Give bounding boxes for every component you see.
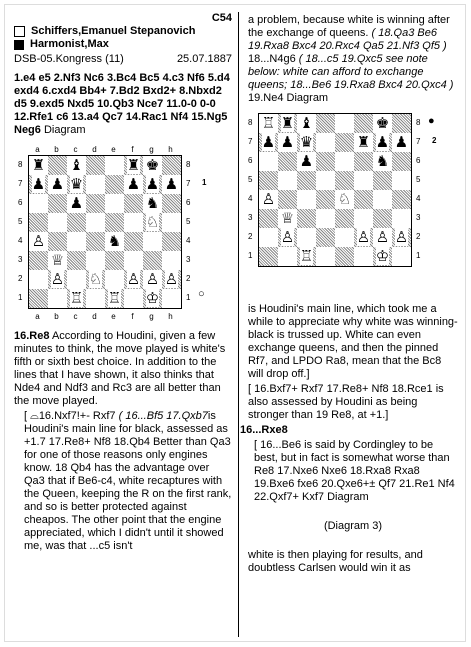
coordinate-label: c (73, 145, 78, 154)
move-16-rxe8: 16...Rxe8 (240, 424, 288, 436)
board-square (335, 209, 354, 228)
board-square (259, 209, 278, 228)
coordinate-label: 1 (186, 293, 191, 302)
board-square (48, 213, 67, 232)
chess-piece: ♖ (69, 289, 84, 307)
coordinate-label: e (111, 312, 116, 321)
ranks-left (248, 113, 252, 265)
board-square (278, 171, 297, 190)
ranks-right (416, 113, 420, 265)
coordinate-label: 6 (18, 198, 23, 207)
side-to-move-icon: ○ (198, 288, 205, 300)
variation-assessment: is Houdini's main line for black, assessed as +1.7 (24, 410, 228, 448)
diagram-label: Diagram (43, 124, 86, 136)
board-square (354, 209, 373, 228)
chess-piece: ♞ (145, 194, 160, 212)
board-square (278, 209, 297, 228)
board-square (143, 232, 162, 251)
board-square (373, 228, 392, 247)
board-square (392, 209, 411, 228)
side-to-move-icon: ● (428, 115, 435, 127)
coordinate-label: 3 (186, 255, 191, 264)
coordinate-label: 5 (186, 217, 191, 226)
chess-piece: ♞ (375, 152, 390, 170)
board-square (67, 270, 86, 289)
coordinate-label: b (54, 312, 59, 321)
chessboard (258, 113, 412, 267)
board-square (297, 152, 316, 171)
board-square (354, 171, 373, 190)
chess-piece: ♜ (280, 114, 295, 132)
board-square (297, 228, 316, 247)
board-square (67, 213, 86, 232)
board-square (278, 114, 297, 133)
coordinate-label: 4 (248, 194, 253, 203)
board-square (354, 133, 373, 152)
board-square (124, 289, 143, 308)
coordinate-label: 2 (416, 232, 421, 241)
note-16-text: According to Houdini, given a few minutes to think, the move played is white's fifth or sixth best choice. In addition to the lines that I have shown, it also thinks that Nde4 and Ndf3 and Rc3 are all better than the move played. (14, 330, 226, 407)
chess-piece: ♙ (356, 228, 371, 246)
board-square (392, 133, 411, 152)
board-square (335, 171, 354, 190)
board-square (373, 190, 392, 209)
black-player-name: Harmonist,Max (30, 38, 109, 50)
chess-piece: ♟ (126, 175, 141, 193)
board-square (48, 194, 67, 213)
chess-piece: ♙ (126, 270, 141, 288)
coordinate-label: 8 (248, 118, 253, 127)
board-square (67, 232, 86, 251)
board-square (354, 228, 373, 247)
board-square (86, 289, 105, 308)
chessboard (28, 155, 182, 309)
board-square (162, 194, 181, 213)
chess-piece: ♙ (394, 228, 409, 246)
right-p1b: ( 18.Qa3 Be6 19.Rxa8 Bxc4 20.Rxc4 Qa5 21.Nf3 Qf5 ) (248, 27, 447, 52)
coordinate-label: 7 (248, 137, 253, 146)
board-square (162, 251, 181, 270)
board-square (162, 175, 181, 194)
column-divider (238, 12, 239, 637)
move-16-re8: 16.Re8 (14, 330, 50, 342)
chess-piece: ♝ (299, 114, 314, 132)
board-square (373, 171, 392, 190)
chess-piece: ♖ (299, 247, 314, 265)
board-square (124, 232, 143, 251)
coordinate-label: h (168, 312, 173, 321)
coordinate-label: 8 (18, 160, 23, 169)
board-square (143, 251, 162, 270)
coordinate-label: 4 (186, 236, 191, 245)
coordinate-label: 7 (18, 179, 23, 188)
board-square (105, 213, 124, 232)
board-square (373, 209, 392, 228)
board-square (354, 152, 373, 171)
diagram-3-caption: (Diagram 3) (323, 520, 383, 532)
coordinate-label: 7 (416, 137, 421, 146)
chess-piece: ♔ (375, 247, 390, 265)
board-square (105, 270, 124, 289)
board-square (143, 175, 162, 194)
chess-piece: ♟ (69, 194, 84, 212)
board-square (335, 152, 354, 171)
board-square (373, 114, 392, 133)
board-square (278, 190, 297, 209)
coordinate-label: 4 (416, 194, 421, 203)
board-square (143, 213, 162, 232)
board-square (105, 232, 124, 251)
board-square (316, 209, 335, 228)
right-column (240, 12, 458, 575)
eco-code: C54 (211, 12, 232, 24)
chess-piece: ♟ (299, 152, 314, 170)
board-square (105, 194, 124, 213)
board-square (297, 133, 316, 152)
board-square (48, 251, 67, 270)
chess-piece: ♘ (145, 213, 160, 231)
coordinate-label: 2 (186, 274, 191, 283)
board-square (259, 228, 278, 247)
board-square (162, 232, 181, 251)
board-square (143, 156, 162, 175)
coordinate-label: h (168, 145, 173, 154)
coordinate-label: g (149, 312, 154, 321)
board-square (143, 194, 162, 213)
ranks-left (18, 155, 22, 307)
chess-piece: ♜ (126, 156, 141, 174)
board-square (105, 289, 124, 308)
board-square (143, 289, 162, 308)
coordinate-label: a (35, 145, 40, 154)
board-square (259, 171, 278, 190)
coordinate-label: 8 (186, 160, 191, 169)
board-square (297, 114, 316, 133)
board-square (162, 156, 181, 175)
coordinate-label: d (92, 312, 97, 321)
white-player-name: Schiffers,Emanuel Stepanovich (31, 25, 196, 37)
chess-piece: ♟ (164, 175, 179, 193)
board-square (86, 194, 105, 213)
coordinate-label: 3 (18, 255, 23, 264)
board-square (373, 133, 392, 152)
chess-piece: ♙ (261, 190, 276, 208)
chess-piece: ♚ (375, 114, 390, 132)
right-p1d: ( 18...c5 19.Qxc5 see note below: white can afford to exchange queens (248, 53, 428, 91)
board-square (297, 190, 316, 209)
chess-piece: ♟ (31, 175, 46, 193)
coordinate-label: 5 (18, 217, 23, 226)
right-p1f: 19.Ne4 Diagram (248, 92, 329, 104)
chess-piece: ♘ (88, 270, 103, 288)
board-square (105, 251, 124, 270)
coordinate-label: 1 (248, 251, 253, 260)
diagram-number: 2 (432, 136, 437, 145)
board-square (316, 171, 335, 190)
board-square (392, 171, 411, 190)
board-square (48, 270, 67, 289)
board-square (392, 114, 411, 133)
chess-piece: ♚ (145, 156, 160, 174)
board-square (373, 152, 392, 171)
board-square (316, 190, 335, 209)
coordinate-label: 8 (416, 118, 421, 127)
chess-piece: ♘ (337, 190, 352, 208)
black-player (14, 38, 232, 51)
board-square (86, 232, 105, 251)
coordinate-label: d (92, 145, 97, 154)
board-square (259, 133, 278, 152)
chess-piece: ♙ (145, 270, 160, 288)
diagram-1 (14, 143, 232, 328)
board-square (124, 270, 143, 289)
chess-piece: ♟ (280, 133, 295, 151)
variation-start: [ ⌓16.Nxf7!+- Rxf7 (24, 410, 119, 422)
board-square (278, 247, 297, 266)
board-square (29, 251, 48, 270)
coordinate-label: 5 (248, 175, 253, 184)
chess-piece: ♟ (261, 133, 276, 151)
chess-piece: ♜ (31, 156, 46, 174)
note-16-re8 (14, 330, 232, 408)
game-moves (14, 72, 232, 137)
chess-piece: ♟ (50, 175, 65, 193)
board-square (86, 251, 105, 270)
right-note-5: white is then playing for results, and doubtless Carlsen would win it as (248, 549, 423, 574)
board-square (124, 213, 143, 232)
chess-piece: ♛ (69, 175, 84, 193)
files-bottom (28, 310, 180, 323)
board-square (86, 213, 105, 232)
board-square (29, 232, 48, 251)
right-p1c: 18...N4g6 (248, 53, 299, 65)
right-note-2: is Houdini's main line, which took me a while to appreciate why white was winning- black is trussed up. White can even exchange queens, and then the pinned Rf7, and LPDO Ra8, mean that the Bc8 will drop off.] (248, 303, 458, 380)
board-square (29, 289, 48, 308)
board-square (316, 228, 335, 247)
chess-piece: ♜ (356, 133, 371, 151)
board-square (335, 114, 354, 133)
board-square (297, 171, 316, 190)
board-square (259, 114, 278, 133)
board-square (105, 175, 124, 194)
board-square (67, 194, 86, 213)
board-square (316, 152, 335, 171)
board-square (373, 247, 392, 266)
chess-piece: ♟ (394, 133, 409, 151)
board-square (354, 114, 373, 133)
board-square (259, 247, 278, 266)
board-square (392, 190, 411, 209)
coordinate-label: 6 (416, 156, 421, 165)
chess-piece: ♙ (280, 228, 295, 246)
board-square (316, 133, 335, 152)
coordinate-label: 6 (248, 156, 253, 165)
board-square (297, 247, 316, 266)
board-square (67, 251, 86, 270)
board-square (48, 289, 67, 308)
coordinate-label: c (73, 312, 78, 321)
chess-piece: ♝ (69, 156, 84, 174)
board-square (392, 228, 411, 247)
board-square (29, 270, 48, 289)
board-square (335, 228, 354, 247)
diagram-number: 1 (202, 178, 207, 187)
chess-piece: ♟ (375, 133, 390, 151)
coordinate-label: 2 (18, 274, 23, 283)
right-p1a: a problem, because white is winning after the exchange of queens. (248, 14, 450, 39)
board-square (143, 270, 162, 289)
board-square (48, 175, 67, 194)
coordinate-label: f (131, 312, 134, 321)
coordinate-label: 5 (416, 175, 421, 184)
board-square (86, 175, 105, 194)
variation-continuation: 17.Re8+ Nf8 18.Qb4 Better than Qa3 for one of those reasons only engines know. 18 Qb4 has the advantage over Qa3 that if Be6-c4, white recaptures with the Queen, keeping the R on the first rank, and so is better protected against cheapos. The other point that the engine appreciated, which I didn't until it showed me, was that ...c5 isn't (24, 436, 232, 552)
coordinate-label: 2 (248, 232, 253, 241)
black-square-icon (14, 40, 24, 50)
white-player (14, 25, 232, 38)
chess-piece: ♔ (145, 289, 160, 307)
board-square (124, 194, 143, 213)
variation-nxf7 (14, 410, 232, 553)
chess-piece: ♛ (299, 133, 314, 151)
board-square (392, 247, 411, 266)
board-square (316, 114, 335, 133)
board-square (392, 152, 411, 171)
chess-piece: ♙ (31, 232, 46, 250)
board-square (278, 133, 297, 152)
coordinate-label: 4 (18, 236, 23, 245)
event-date: 25.07.1887 (176, 53, 232, 65)
chess-piece: ♖ (107, 289, 122, 307)
board-square (354, 190, 373, 209)
chess-piece: ♖ (261, 114, 276, 132)
board-square (86, 270, 105, 289)
board-square (67, 175, 86, 194)
chess-piece: ♕ (50, 251, 65, 269)
ranks-right (186, 155, 190, 307)
coordinate-label: 3 (416, 213, 421, 222)
board-square (278, 152, 297, 171)
board-square (278, 228, 297, 247)
chess-piece: ♙ (375, 228, 390, 246)
board-square (29, 213, 48, 232)
chess-piece: ♕ (280, 209, 295, 227)
board-square (297, 209, 316, 228)
chess-piece: ♙ (50, 270, 65, 288)
board-square (162, 289, 181, 308)
board-square (29, 175, 48, 194)
coordinate-label: b (54, 145, 59, 154)
board-square (105, 156, 124, 175)
board-square (335, 247, 354, 266)
coordinate-label: 7 (186, 179, 191, 188)
right-note-4: [ 16...Be6 is said by Cordingley to be best, but in fact is somewhat worse than Re8 17.Nxe6 Nxe6 18.Rxa8 Rxa8 19.Bxe6 fxe6 20.Qxe6+± Qf7 21.Re1 Nf4 22.Qxf7+ Kxf7 Diagram (254, 439, 455, 503)
coordinate-label: 1 (18, 293, 23, 302)
board-square (354, 247, 373, 266)
board-square (162, 270, 181, 289)
event-name: DSB-05.Kongress (11) (14, 53, 124, 65)
coordinate-label: e (111, 145, 116, 154)
board-square (335, 190, 354, 209)
coordinate-label: 6 (186, 198, 191, 207)
white-square-icon (14, 26, 25, 37)
moves-text: 1.e4 e5 2.Nf3 Nc6 3.Bc4 Bc5 4.c3 Nf6 5.d4 exd4 6.cxd4 Bb4+ 7.Bd2 Bxd2+ 8.Nbxd2 d5 9.exd5 Nxd5 10.Qb3 Nce7 11.0-0 0-0 12.Rfe1 c6 13.a4 Qc7 14.Rac1 Nf4 15.Ng5 Neg6 (14, 72, 230, 136)
chess-piece: ♟ (145, 175, 160, 193)
coordinate-label: g (149, 145, 154, 154)
coordinate-label: 3 (248, 213, 253, 222)
board-square (29, 194, 48, 213)
coordinate-label: 1 (416, 251, 421, 260)
board-square (67, 289, 86, 308)
diagram-2 (248, 111, 458, 301)
event-line (14, 53, 232, 66)
right-p1e: ; 18...Be6 19.Rxa8 Bxc4 20.Qxc4 ) (284, 79, 454, 91)
left-column (14, 12, 232, 553)
right-note-1 (248, 14, 458, 105)
variation-italic: ( 16...Bf5 17.Qxb7 (118, 410, 208, 422)
board-square (67, 156, 86, 175)
board-square (124, 251, 143, 270)
board-square (48, 156, 67, 175)
board-square (162, 213, 181, 232)
board-square (48, 232, 67, 251)
board-square (335, 133, 354, 152)
chess-piece: ♞ (107, 232, 122, 250)
board-square (316, 247, 335, 266)
board-square (124, 175, 143, 194)
board-square (124, 156, 143, 175)
chess-piece: ♙ (164, 270, 179, 288)
right-note-3: [ 16.Bxf7+ Rxf7 17.Re8+ Nf8 18.Rce1 is also assessed by Houdini as being stronger than 19 Re8, at +1.] (248, 383, 444, 421)
board-square (86, 156, 105, 175)
board-square (259, 190, 278, 209)
board-square (29, 156, 48, 175)
board-square (259, 152, 278, 171)
coordinate-label: a (35, 312, 40, 321)
coordinate-label: f (131, 145, 134, 154)
